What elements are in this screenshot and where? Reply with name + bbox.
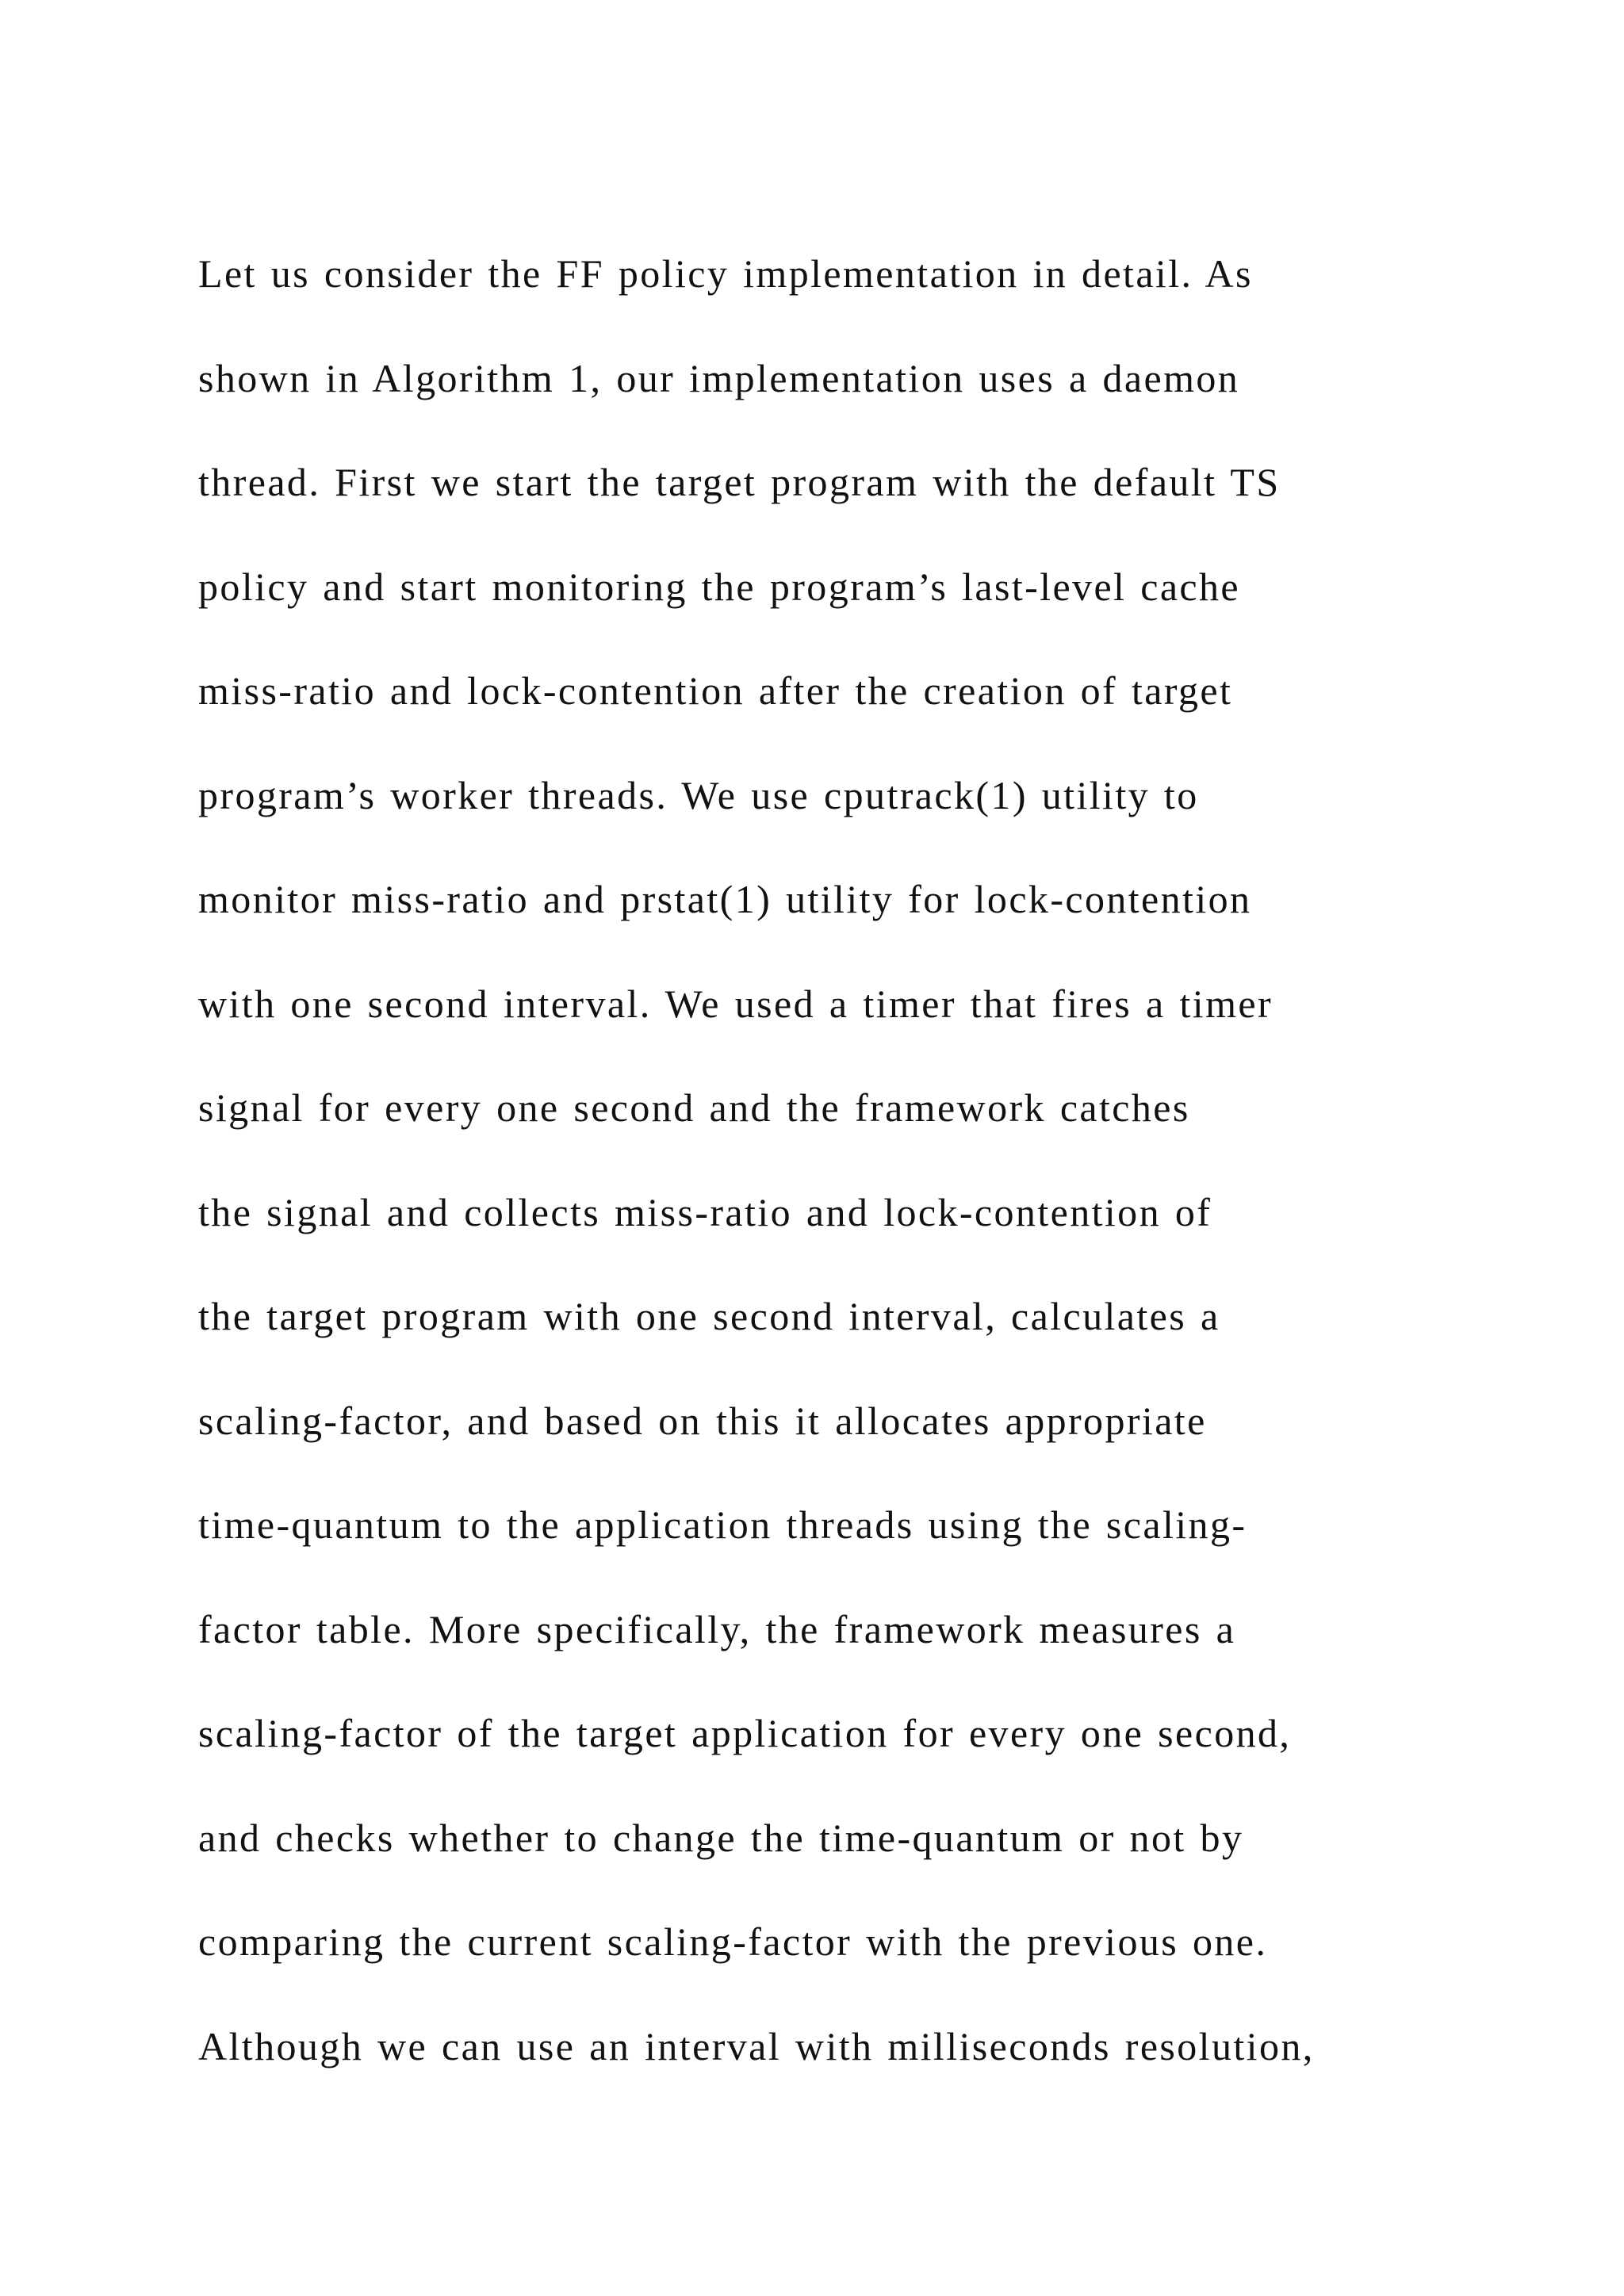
text-line: the signal and collects miss-ratio and lock-contention of xyxy=(198,1189,1212,1234)
text-line: scaling-factor of the target application for every one second, xyxy=(198,1711,1292,1755)
text-line: and checks whether to change the time-quantum or not by xyxy=(198,1815,1244,1860)
text-line: thread. First we start the target program with the default TS xyxy=(198,460,1281,504)
text-line: Although we can use an interval with milliseconds resolution, xyxy=(198,2023,1315,2068)
text-line: with one second interval. We used a timer that fires a timer xyxy=(198,981,1274,1026)
text-line: program’s worker threads. We use cputrack(1) utility to xyxy=(198,772,1199,817)
text-line: comparing the current scaling-factor with the previous one. xyxy=(198,1919,1268,1964)
text-line: time-quantum to the application threads using the scaling- xyxy=(198,1502,1247,1547)
text-line: monitor miss-ratio and prstat(1) utility for lock-contention xyxy=(198,877,1252,921)
text-line: shown in Algorithm 1, our implementation uses a daemon xyxy=(198,355,1240,400)
text-line: the target program with one second interval, calculates a xyxy=(198,1294,1220,1338)
text-line: policy and start monitoring the program’s last-level cache xyxy=(198,564,1241,609)
text-line: signal for every one second and the framework catches xyxy=(198,1085,1190,1130)
text-line: factor table. More specifically, the framework measures a xyxy=(198,1606,1236,1651)
text-line: Let us consider the FF policy implementation in detail. As xyxy=(198,251,1253,296)
text-line: miss-ratio and lock-contention after the creation of target xyxy=(198,668,1233,713)
body-paragraph xyxy=(198,234,1594,2110)
text-line: scaling-factor, and based on this it allocates appropriate xyxy=(198,1398,1207,1443)
